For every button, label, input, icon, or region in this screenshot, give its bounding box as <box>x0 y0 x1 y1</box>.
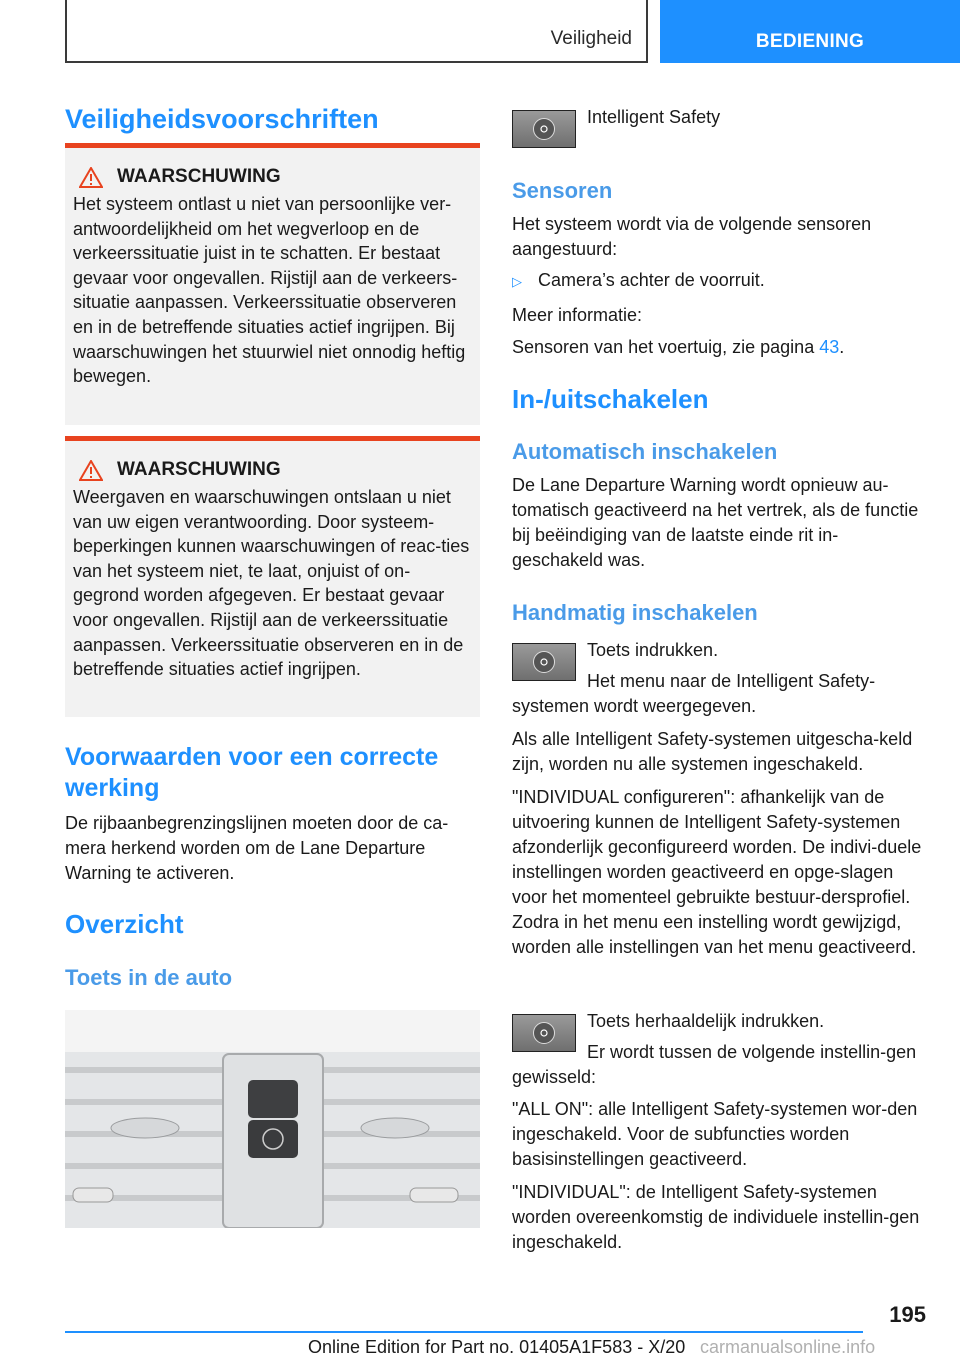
sensors-text: Het systeem wordt via de volgende sensoren aangestuurd: <box>512 214 872 259</box>
footer-divider <box>65 1331 863 1333</box>
conditions-text: De rijbaanbegrenzingslijnen moeten door de ca-mera herkend worden om de Lane Departure Warning te activeren. <box>65 813 449 883</box>
button-label: Intelligent Safety <box>587 107 721 127</box>
section-title-conditions: Voorwaarden voor een correcte werking <box>65 743 439 802</box>
menu-shown-text: Het menu naar de Intelligent Safety-systemen wordt weergegeven. <box>512 671 876 716</box>
subsection-title-auto: Automatisch inschakelen <box>512 439 778 464</box>
watermark: carmanualsonline.info <box>700 1337 876 1357</box>
all-off-text: Als alle Intelligent Safety-systemen uitgescha-keld zijn, worden nu alle systemen ingeschakeld. <box>512 729 913 774</box>
warning-body: Het systeem ontlast u niet van persoonlijke ver-antwoordelijkheid om het wegverloop en de verkeerssituatie juist in te schatten. Er bestaat gevaar voor ongevallen. Rijstijl aan de verkeers-situatie aanpassen. Verkeerssituatie observeren en in de betreffende situaties actief ingrijpen. Bij waarschuwingen het stuurwiel niet onnodig heftig bewegen. <box>73 194 466 387</box>
sensors-list <box>512 270 765 291</box>
warning-triangle-icon <box>79 460 103 481</box>
individual-config-text: "INDIVIDUAL configureren": afhankelijk van de uitvoering kunnen de Intelligent Safety-systemen afzonderlijk geconfigureerd worden. De indivi-duele instellingen worden geactiveerd en opge-slagen voor het momenteel gebruikte bestuur-dersprofiel. Zodra in het menu een instelling wordt gewijzigd, worden alle instellingen van het menu geactiveerd. <box>512 787 922 957</box>
page-number: 195 <box>889 1302 926 1327</box>
more-info-label: Meer informatie: <box>512 305 643 325</box>
subsection-title-manual: Handmatig inschakelen <box>512 600 758 625</box>
header-section-tab <box>65 0 648 63</box>
switch-text: Er wordt tussen de volgende instellin-gen gewisseld: <box>512 1042 917 1087</box>
section-title-safety: Veiligheidsvoorschriften <box>65 104 379 134</box>
intelligent-safety-button-icon <box>512 110 576 148</box>
individual-text: "INDIVIDUAL": de Intelligent Safety-systemen worden overeenkomstig de individuele instellin-gen ingeschakeld. <box>512 1182 920 1252</box>
warning-body: Weergaven en waarschuwingen ontslaan u niet van uw eigen verantwoording. Door systeem-beperkingen kunnen waarschuwingen of reac-ties van het systeem niet, te laat, onjuist of on-gegrond worden afgegeven. Er bestaat gevaar voor ongevallen. Rijstijl aan de verkeerssituatie aanpassen. Verkeerssituatie observeren en in de betreffende situaties actief ingrijpen. <box>73 487 470 680</box>
press-button-text: Toets indrukken. <box>587 640 719 660</box>
press-repeat-text: Toets herhaaldelijk indrukken. <box>587 1011 825 1031</box>
warning-triangle-icon <box>79 167 103 188</box>
list-item: ▷ Camera’s achter de voorruit. <box>512 270 765 291</box>
header-chapter-tab: BEDIENING <box>660 0 960 63</box>
footer-edition: Online Edition for Part no. 01405A1F583 - X/20 <box>308 1337 686 1357</box>
all-on-text: "ALL ON": alle Intelligent Safety-systemen wor-den ingeschakeld. Voor de subfuncties worden basisinstellingen geactiveerd. <box>512 1099 918 1169</box>
section-title-overview: Overzicht <box>65 909 184 939</box>
header-section-label: Veiligheid <box>550 28 632 49</box>
warning-box-1 <box>65 143 480 425</box>
subsection-title-sensors: Sensoren <box>512 178 613 203</box>
warning-title: WAARSCHUWING <box>117 166 281 187</box>
warning-title: WAARSCHUWING <box>117 459 281 480</box>
section-title-onoff: In-/uitschakelen <box>512 384 709 414</box>
subsection-title-button: Toets in de auto <box>65 965 233 990</box>
car-button-photo <box>65 1010 480 1228</box>
warning-box-2 <box>65 436 480 717</box>
auto-text: De Lane Departure Warning wordt opnieuw au-tomatisch geactiveerd na het vertrek, als de functie bij beëindiging van de laatste einde rit in-geschakeld was. <box>512 475 919 570</box>
sensors-reference: Sensoren van het voertuig, zie pagina 43. <box>512 337 845 357</box>
page-link[interactable]: 43 <box>819 337 840 357</box>
